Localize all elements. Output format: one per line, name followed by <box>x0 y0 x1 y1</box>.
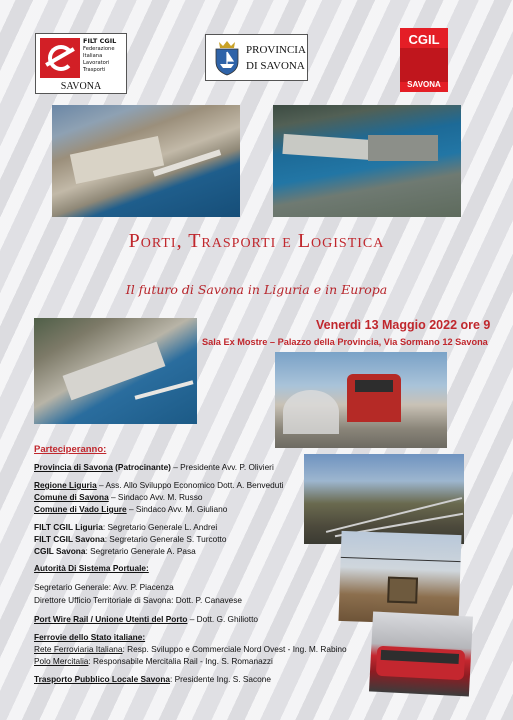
participant-regione: Regione Liguria – Ass. Allo Sviluppo Economico Dott. A. Benveduti <box>34 480 284 490</box>
cgil-logo-name: CGIL <box>408 32 440 47</box>
buses-photo <box>369 611 473 696</box>
savona-aerial-photo <box>52 105 240 217</box>
participant-filt-savona: FILT CGIL Savona: Segretario Generale S. Turcotto <box>34 534 227 544</box>
participants-heading: Parteciperanno: <box>34 444 107 455</box>
participant-provincia: Provincia di Savona (Patrocinante) – Presidente Avv. P. Olivieri <box>34 462 274 472</box>
cgil-logo <box>400 28 448 92</box>
railway-tracks-photo <box>304 454 464 544</box>
provincia-city: DI SAVONA <box>246 60 305 72</box>
participant-cgil-savona: CGIL Savona: Segretario Generale A. Pasa <box>34 546 196 556</box>
filt-cgil-logo <box>35 33 127 94</box>
autorita-heading: Autorità Di Sistema Portuale: <box>34 563 149 573</box>
locomotive-photo <box>275 352 447 448</box>
cable-car-photo <box>338 531 461 625</box>
participant-rfi: Rete Ferroviaria Italiana: Resp. Sviluppo e Commerciale Nord Ovest - Ing. M. Rabino <box>34 644 347 654</box>
event-subtitle: Il futuro di Savona in Liguria e in Europa <box>125 282 388 297</box>
provincia-logo <box>205 34 308 81</box>
cgil-logo-stripe <box>400 48 448 82</box>
event-venue: Sala Ex Mostre – Palazzo della Provincia, Via Sormano 12 Savona <box>202 337 488 347</box>
participant-polo-mercitalia: Polo Mercitalia: Responsabile Mercitalia Rail - Ing. S. Romanazzi <box>34 656 273 666</box>
autorita-line-2: Direttore Ufficio Territoriale di Savona: Dott. P. Canavese <box>34 595 242 605</box>
event-title: Porti, Trasporti e Logistica <box>128 230 385 252</box>
ferrovie-heading: Ferrovie dello Stato italiane: <box>34 632 146 642</box>
filt-logo-subtitle: Federazione Italiana Lavoratori Trasporti <box>83 46 115 73</box>
participant-filt-liguria: FILT CGIL Liguria: Segretario Generale L. Andrei <box>34 522 218 532</box>
event-date: Venerdì 13 Maggio 2022 ore 9 <box>316 318 491 332</box>
filt-logo-icon <box>40 38 80 78</box>
autorita-line-1: Segretario Generale: Avv. P. Piacenza <box>34 582 174 592</box>
participant-comune-vado: Comune di Vado Ligure – Sindaco Avv. M. Giuliano <box>34 504 228 514</box>
filt-logo-name: FILT CGIL <box>83 37 117 45</box>
provincia-label: PROVINCIA <box>246 44 306 56</box>
port-terminal-photo <box>34 318 197 424</box>
cgil-logo-city: SAVONA <box>407 80 441 89</box>
participant-port-wire: Port Wire Rail / Unione Utenti del Porto – Dott. G. Ghiliotto <box>34 614 258 624</box>
provincia-crest-icon <box>212 40 242 76</box>
participant-tpl: Trasporto Pubblico Locale Savona: Presidente Ing. S. Sacone <box>34 674 272 684</box>
vado-port-aerial-photo <box>273 105 461 217</box>
filt-logo-city: SAVONA <box>60 81 102 92</box>
participant-comune-savona: Comune di Savona – Sindaco Avv. M. Russo <box>34 492 203 502</box>
